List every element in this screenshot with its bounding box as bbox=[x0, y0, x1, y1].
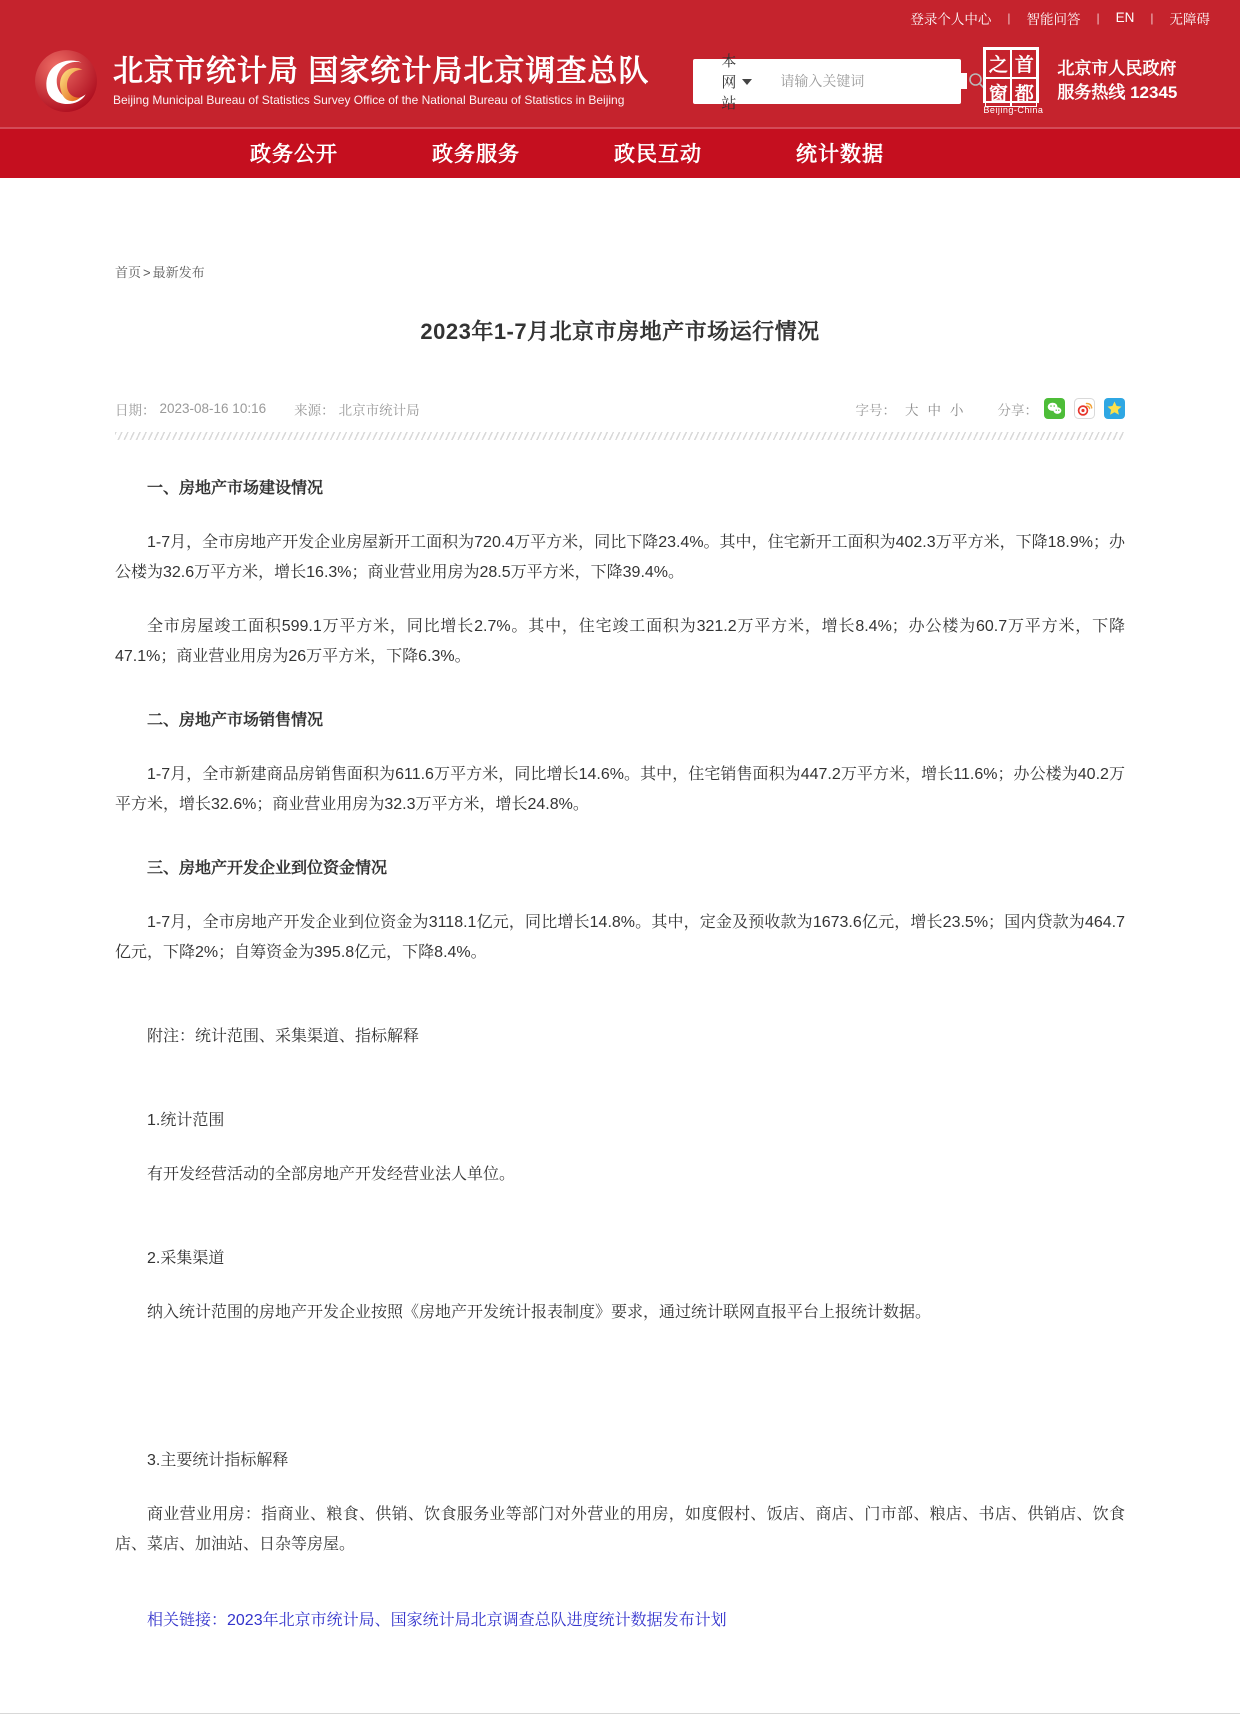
body-paragraph: 商业营业用房：指商业、粮食、供销、饮食服务业等部门对外营业的用房，如度假村、饭店、商店、门市部、粮店、书店、供销店、饮食店、菜店、加油站、日杂等房屋。 bbox=[115, 1506, 1125, 1553]
related-link-row bbox=[115, 1606, 1125, 1636]
section-heading: 三、房地产开发企业到位资金情况 bbox=[147, 860, 388, 877]
fontsize-option-3[interactable]: 小 bbox=[950, 402, 964, 418]
search-input[interactable] bbox=[766, 73, 967, 89]
breadcrumb-item-2[interactable]: 最新发布 bbox=[152, 265, 205, 280]
nav-item-1[interactable]: 政务公开 bbox=[250, 142, 338, 166]
body-paragraph: 全市房屋竣工面积599.1万平方米，同比增长2.7%。其中，住宅竣工面积为321.2万平方米，增长8.4%；办公楼为60.7万平方米，下降47.1%；商业营业用房为26万平方米，下降6.3%。 bbox=[115, 618, 1125, 665]
body-paragraph: 有开发经营活动的全部房地产开发经营业法人单位。 bbox=[147, 1166, 516, 1183]
article-meta-left bbox=[115, 399, 420, 419]
topbar-link-4[interactable]: 无障碍 bbox=[1169, 11, 1210, 27]
site-subtitle: Beijing Municipal Bureau of Statistics Survey Office of the National Bureau of Statistics in Beijing bbox=[113, 93, 625, 107]
top-utility-bar bbox=[0, 0, 1240, 35]
body-paragraph: 1-7月，全市房地产开发企业房屋新开工面积为720.4万平方米，同比下降23.4%。其中，住宅新开工面积为402.3万平方米，下降18.9%；办公楼为32.6万平方米，增长16.3%；商业营业用房为28.5万平方米，下降39.4%。 bbox=[115, 534, 1125, 581]
related-link[interactable]: 相关链接：2023年北京市统计局、国家统计局北京调查总队进度统计数据发布计划 bbox=[147, 1612, 727, 1629]
body-paragraph: 纳入统计范围的房地产开发企业按照《房地产开发统计报表制度》要求，通过统计联网直报平台上报统计数据。 bbox=[147, 1304, 932, 1321]
capital-char: 首 bbox=[1011, 49, 1037, 78]
hotline-line1: 北京市人民政府 bbox=[1057, 59, 1177, 78]
bureau-logo-icon bbox=[33, 48, 99, 114]
chevron-down-icon bbox=[742, 79, 752, 85]
hotline-text bbox=[1057, 57, 1177, 105]
topbar-separator: | bbox=[1007, 10, 1011, 25]
wechat-share-icon[interactable] bbox=[1044, 398, 1065, 419]
section-heading: 二、房地产市场销售情况 bbox=[147, 712, 324, 729]
topbar-link-2[interactable]: 智能问答 bbox=[1026, 11, 1081, 27]
breadcrumb-separator: > bbox=[143, 265, 151, 280]
nav-item-3[interactable]: 政民互动 bbox=[614, 142, 702, 166]
hotline-line2: 服务热线 12345 bbox=[1057, 83, 1178, 102]
search-scope-label: 本网站 bbox=[721, 52, 737, 112]
nav-item-2[interactable]: 政务服务 bbox=[432, 142, 520, 166]
body-paragraph: 3.主要统计指标解释 bbox=[147, 1452, 289, 1469]
capital-window-grid bbox=[983, 47, 1039, 103]
fontsize-label: 字号： bbox=[855, 402, 896, 418]
nav-item-4[interactable]: 统计数据 bbox=[796, 142, 884, 166]
article-meta-right bbox=[856, 398, 1126, 419]
weibo-share-icon[interactable] bbox=[1074, 398, 1095, 419]
date-label: 日期： bbox=[115, 402, 156, 418]
breadcrumb-item-1[interactable]: 首页 bbox=[115, 265, 142, 280]
share-icons bbox=[1044, 398, 1125, 419]
main-nav bbox=[0, 127, 1240, 178]
article-body bbox=[115, 474, 1125, 1636]
capital-window-logo[interactable] bbox=[983, 47, 1043, 115]
fontsize-options bbox=[896, 399, 964, 419]
source-label: 来源： bbox=[294, 402, 335, 418]
qzone-share-icon[interactable] bbox=[1104, 398, 1125, 419]
topbar-separator: | bbox=[1150, 10, 1154, 25]
body-paragraph: 1.统计范围 bbox=[147, 1112, 225, 1129]
site-header bbox=[0, 35, 1240, 127]
article-container bbox=[115, 262, 1125, 1636]
capital-char: 都 bbox=[1011, 78, 1037, 107]
body-paragraph: 2.采集渠道 bbox=[147, 1250, 225, 1267]
article-meta bbox=[115, 398, 1125, 419]
hatched-divider bbox=[115, 432, 1125, 440]
body-paragraph: 1-7月，全市房地产开发企业到位资金为3118.1亿元，同比增长14.8%。其中，定金及预收款为1673.6亿元，增长23.5%；国内贷款为464.7亿元，下降2%；自筹资金为395.8亿元，下降8.4%。 bbox=[115, 914, 1125, 961]
fontsize-option-1[interactable]: 大 bbox=[905, 402, 919, 418]
topbar-separator: | bbox=[1096, 10, 1100, 25]
capital-char: 之 bbox=[985, 49, 1011, 78]
site-search bbox=[693, 52, 961, 112]
search-scope-dropdown[interactable] bbox=[693, 50, 766, 113]
capital-char: 窗 bbox=[985, 78, 1011, 107]
page-title: 2023年1-7月北京市房地产市场运行情况 bbox=[420, 319, 820, 344]
fontsize-option-2[interactable]: 中 bbox=[927, 402, 941, 418]
breadcrumb bbox=[115, 262, 1125, 281]
date-value: 2023-08-16 10:16 bbox=[159, 401, 267, 416]
body-paragraph: 附注：统计范围、采集渠道、指标解释 bbox=[147, 1028, 420, 1045]
site-title: 北京市统计局 国家统计局北京调查总队 bbox=[113, 55, 650, 88]
capital-window-caption: Beijing-China bbox=[983, 105, 1044, 115]
site-identity bbox=[113, 55, 649, 107]
source-value: 北京市统计局 bbox=[338, 402, 420, 418]
footer-divider bbox=[0, 1713, 1240, 1714]
section-heading: 一、房地产市场建设情况 bbox=[147, 480, 324, 497]
topbar-link-3[interactable]: EN bbox=[1115, 10, 1135, 25]
share-label: 分享： bbox=[997, 402, 1038, 418]
topbar-links bbox=[910, 8, 1210, 28]
body-paragraph: 1-7月，全市新建商品房销售面积为611.6万平方米，同比增长14.6%。其中，住宅销售面积为447.2万平方米，增长11.6%；办公楼为40.2万平方米，增长32.6%；商业营业用房为32.3万平方米，增长24.8%。 bbox=[115, 766, 1125, 813]
topbar-link-1[interactable]: 登录个人中心 bbox=[910, 11, 992, 27]
